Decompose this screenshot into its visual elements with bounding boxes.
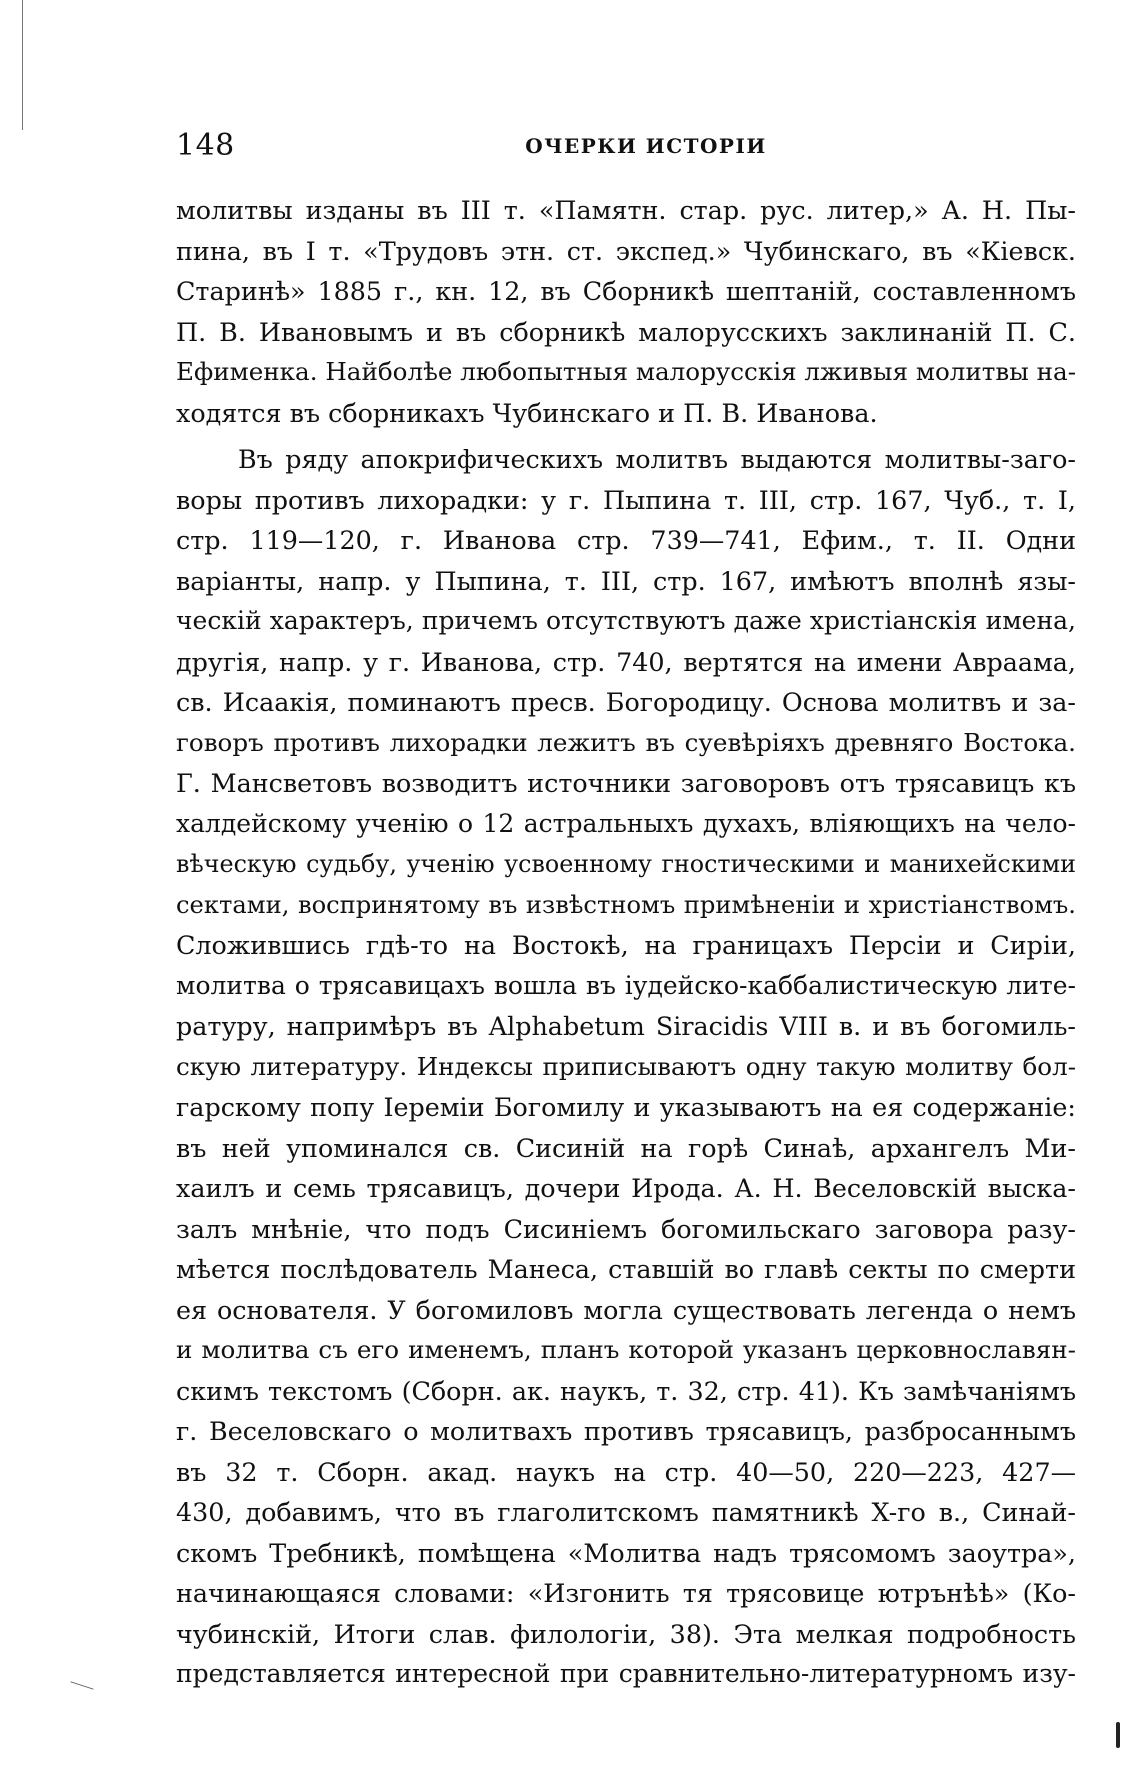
text-line: ратуру, напримѣръ въ Alphabetum Siracidis VIII в. и въ богомиль- (176, 1011, 1076, 1041)
page-header (176, 128, 1076, 168)
text-line: вѣческую судьбу, ученію усвоенному гностическими и манихейскими (176, 850, 1076, 878)
text-line: говоръ противъ лихорадки лежитъ въ суевѣріяхъ древняго Востока. (176, 727, 1076, 757)
text-line: начинающаяся словами: «Изгонить тя трясовице ютрънѣѣ» (Ко- (176, 1578, 1076, 1608)
text-line: залъ мнѣніе, что подъ Сисиніемъ богомильскаго заговора разу- (176, 1213, 1076, 1244)
scan-edge-mark (1116, 1722, 1120, 1748)
text-line: Г. Мансветовъ возводитъ источники заговоровъ отъ трясавицъ къ (176, 768, 1076, 798)
text-line: скую литературу. Индексы приписываютъ одну такую молитву бол- (176, 1051, 1076, 1081)
text-line: Старинѣ» 1885 г., кн. 12, въ Сборникѣ шептаній, составленномъ (176, 276, 1076, 306)
text-line: и молитва съ его именемъ, планъ которой указанъ церковнославян- (176, 1335, 1076, 1364)
text-line: молитвы изданы въ III т. «Памятн. стар. рус. литер,» А. Н. Пы- (176, 195, 1076, 225)
body-text (176, 190, 1076, 1695)
text-line: пина, въ I т. «Трудовъ этн. ст. экспед.» Чубинскаго, въ «Кіевск. (176, 235, 1076, 266)
text-line: хаилъ и семь трясавицъ, дочери Ирода. А. Н. Веселовскій выска- (176, 1173, 1076, 1203)
text-line: скимъ текстомъ (Сборн. ак. наукъ, т. 32, стр. 41). Къ замѣчаніямъ (176, 1375, 1076, 1406)
text-line: св. Исаакія, поминаютъ пресв. Богородицу. Основа молитвъ и за- (176, 687, 1076, 717)
text-line: г. Веселовскаго о молитвахъ противъ трясавицъ, разбросаннымъ (176, 1416, 1076, 1446)
text-line: стр. 119—120, г. Иванова стр. 739—741, Ефим., т. II. Одни (176, 525, 1076, 555)
scan-artifact-mark (70, 1681, 93, 1689)
text-line: мѣется послѣдователь Манеса, ставшій во главѣ секты по смерти (176, 1254, 1076, 1284)
text-line: Сложившись гдѣ-то на Востокѣ, на границахъ Персіи и Сиріи, (176, 930, 1076, 960)
page-number: 148 (176, 128, 235, 163)
text-line: варіанты, напр. у Пыпина, т. III, стр. 167, имѣютъ вполнѣ язы- (176, 565, 1076, 596)
text-line: Ефименка. Найболѣе любопытныя малорусскія лживыя молитвы на- (176, 357, 1076, 386)
running-head: ОЧЕРКИ ИСТОРІИ (525, 134, 767, 158)
text-line: скомъ Требникѣ, помѣщена «Молитва надъ трясомомъ заоутра», (176, 1537, 1076, 1568)
text-line: ческій характеръ, причемъ отсутствуютъ даже христіанскія имена, (176, 606, 1076, 635)
paragraph-1 (176, 190, 1076, 433)
text-line: халдейскому ученію о 12 астральныхъ духахъ, вліяющихъ на чело- (176, 808, 1076, 838)
text-line: представляется интересной при сравнительно-литературномъ изу- (176, 1659, 1076, 1688)
text-line: гарскому попу Іереміи Богомилу и указываютъ на ея содержаніе: (176, 1092, 1076, 1122)
text-line: въ ней упоминался св. Сисиній на горѣ Синаѣ, архангелъ Ми- (176, 1132, 1076, 1163)
text-line: молитва о трясавицахъ вошла въ іудейско-каббалистическую лите- (176, 970, 1076, 1000)
text-line: 430, добавимъ, что въ глаголитскомъ памятникѣ X-го в., Синай- (176, 1497, 1076, 1527)
text-line: въ 32 т. Сборн. акад. наукъ на стр. 40—50, 220—223, 427— (176, 1456, 1076, 1487)
text-line: сектами, воспринятому въ извѣстномъ примѣненіи и христіанствомъ. (176, 890, 1076, 919)
text-line: ходятся въ сборникахъ Чубинскаго и П. В. Иванова. (176, 397, 878, 428)
text-line: П. В. Ивановымъ и въ сборникѣ малорусскихъ заклинаній П. С. (176, 316, 1076, 347)
scan-margin-line (22, 0, 23, 130)
paragraph-2 (176, 439, 1076, 1695)
text-line: чубинскій, Итоги слав. филологіи, 38). Эта мелкая подробность (176, 1618, 1076, 1649)
text-line: ея основателя. У богомиловъ могла существовать легенда о немъ (176, 1294, 1076, 1325)
text-line: Въ ряду апокрифическихъ молитвъ выдаются молитвы-заго- (238, 444, 1076, 474)
text-line: другія, напр. у г. Иванова, стр. 740, вертятся на имени Авраама, (176, 646, 1076, 677)
text-line: воры противъ лихорадки: у г. Пыпина т. III, стр. 167, Чуб., т. I, (176, 484, 1076, 515)
